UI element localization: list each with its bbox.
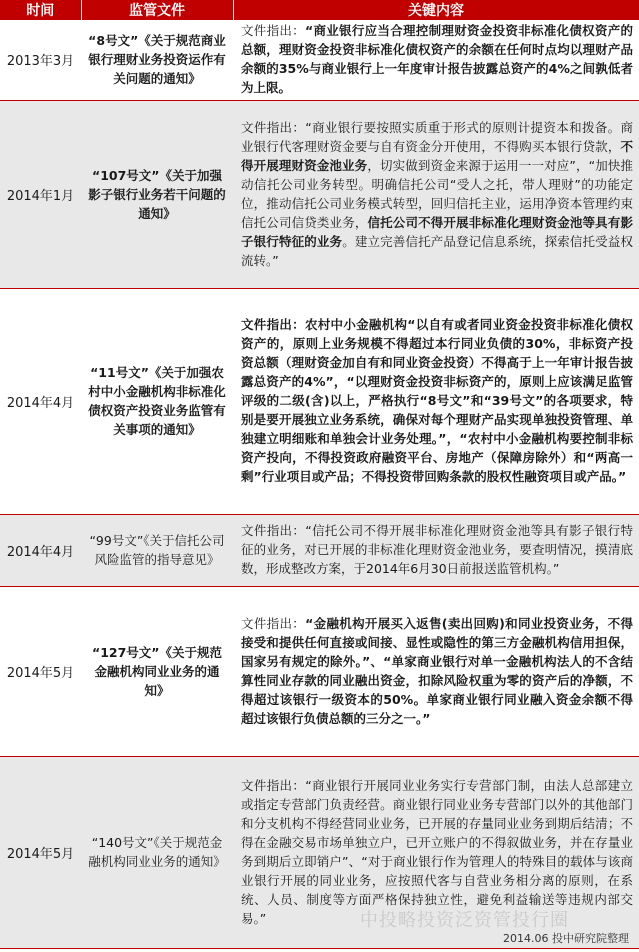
table-row (0, 288, 639, 514)
content-segment: 文件指出：“信托公司不得开展非标准化理财资金池等具有影子银行特征的业务，对已开展的非标准化理财资金池业务，要查明情况，摸清底数，形成整改方案，于2014年6月30日前报送监管机构。” (241, 523, 633, 576)
footer-source: 2014.06 投中研究院整理 (503, 932, 629, 945)
content-segment: 文件指出： (241, 615, 306, 631)
row-content (233, 100, 639, 288)
row-document: “99号文”《关于信托公司风险监管的指导意见》 (81, 514, 233, 586)
content-segment: 文件指出：农村中小金融机构“以自有或者同业资金投资非标准化债权资产的，原则上业务规模不得超过本行同业负债的30%，非标资产投资总额（理财资金加自有和同业资金投资）不得高于上一年审计报告披露总资产的4%”，“以理财资金投资非标资产的，原则上应该满足监管评级的二级(含)以上，严格执行“8号文”和“39号文”的各项要求，特别是要开展独立业务系统，确保对每个理财产品实现单独投资管理、单独建立明细账和单独会计业务处理。”，“农村中小金融机构要控制非标资产投向，不得投资政府融资平台、房地产（保障房除外）和“两高一剩”行业项目或产品；不得投资带回购条款的股权性融资项目或产品。” (241, 317, 633, 484)
content-segment: 文件指出：“商业银行开展同业业务实行专营部门制，由法人总部建立或指定专营部门负责经营。商业银行同业业务专营部门以外的其他部门和分支机构不得经营同业业务，已开展的存量同业业务到期后结清；不得在金融交易市场单独立户，已开立账户的不得叙做业务，并在存量业务到期后立即销户”、“对于商业银行作为管理人的特殊目的载体与该商业银行开展的同业业务，应按照代客与自营业务相分离的原则，在系统、人员、制度等方面严格保持独立性，避免利益输送等违规内部交易。” (241, 777, 633, 926)
table-row (0, 100, 639, 288)
row-time: 2014年4月 (0, 288, 81, 514)
content-segment: ，切实做到资金来源于运用一一对应”，“加快推动信托公司业务转型。明确信托公司“受人之托，带人理财”的功能定位，推动信托公司业务模式转型，回归信托主业，运用净资本管理约束信托公司信贷类业务， (241, 157, 633, 230)
content-segment: 文件指出：“商业银行要按照实质重于形式的原则计提资本和拨备。商业银行代客理财资金要与自有资金分开使用，不得购买本银行贷款， (241, 119, 633, 154)
row-time: 2014年4月 (0, 514, 81, 586)
row-document: “127号文”《关于规范金融机构同业业务的通知》 (81, 586, 233, 756)
content-segment: 信托公司不得开展非标准化理财资金池等具有影子银行特征的业务 (241, 214, 633, 249)
row-content (233, 288, 639, 514)
row-time: 2013年3月 (0, 20, 81, 100)
row-content (233, 20, 639, 100)
table-header (0, 0, 639, 20)
header-doc: 监管文件 (81, 0, 233, 20)
row-time: 2014年1月 (0, 100, 81, 288)
content-segment: “商业银行应当合理控制理财资金投资非标准化债权资产的总额，理财资金投资非标准化债权资产的余额在任何时点均以理财产品余额的35%与商业银行上一年度审计报告披露总资产的4%之间孰低者为上限。 (241, 23, 633, 96)
content-segment: 。建立完善信托产品登记信息系统，探索信托受益权流转。” (241, 233, 633, 268)
table-row (0, 514, 639, 586)
row-content (233, 514, 639, 586)
row-document: “8号文”《关于规范商业银行理财业务投资运作有关问题的通知》 (81, 20, 233, 100)
table-row (0, 20, 639, 100)
row-document: “140号文”《关于规范金融机构同业业务的通知》 (81, 756, 233, 948)
row-document: “11号文”《关于加强农村中小金融机构非标准化债权资产投资业务监管有关事项的通知》 (81, 288, 233, 514)
header-time: 时间 (0, 0, 81, 20)
content-segment: 文件指出： (241, 23, 305, 39)
header-content: 关键内容 (233, 0, 639, 20)
content-segment: 不得开展理财资金池业务 (241, 138, 633, 173)
content-segment: “金融机构开展买入返售(卖出回购)和同业投资业务，不得接受和提供任何直接或间接、显性或隐性的第三方金融机构信用担保，国家另有规定的除外。”、“单家商业银行对单一金融机构法人的不含结算性同业存款的同业融出资金，扣除风险权重为零的资产后的净额，不得超过该银行一级资本的50%。单家商业银行同业融入资金余额不得超过该银行负债总额的三分之一。” (241, 615, 633, 726)
row-document: “107号文”《关于加强影子银行业务若干问题的通知》 (81, 100, 233, 288)
row-time: 2014年5月 (0, 756, 81, 948)
watermark: 中投略投资泛资管投行圈 (360, 910, 569, 931)
row-content (233, 586, 639, 756)
table-row (0, 586, 639, 756)
row-time: 2014年5月 (0, 586, 81, 756)
